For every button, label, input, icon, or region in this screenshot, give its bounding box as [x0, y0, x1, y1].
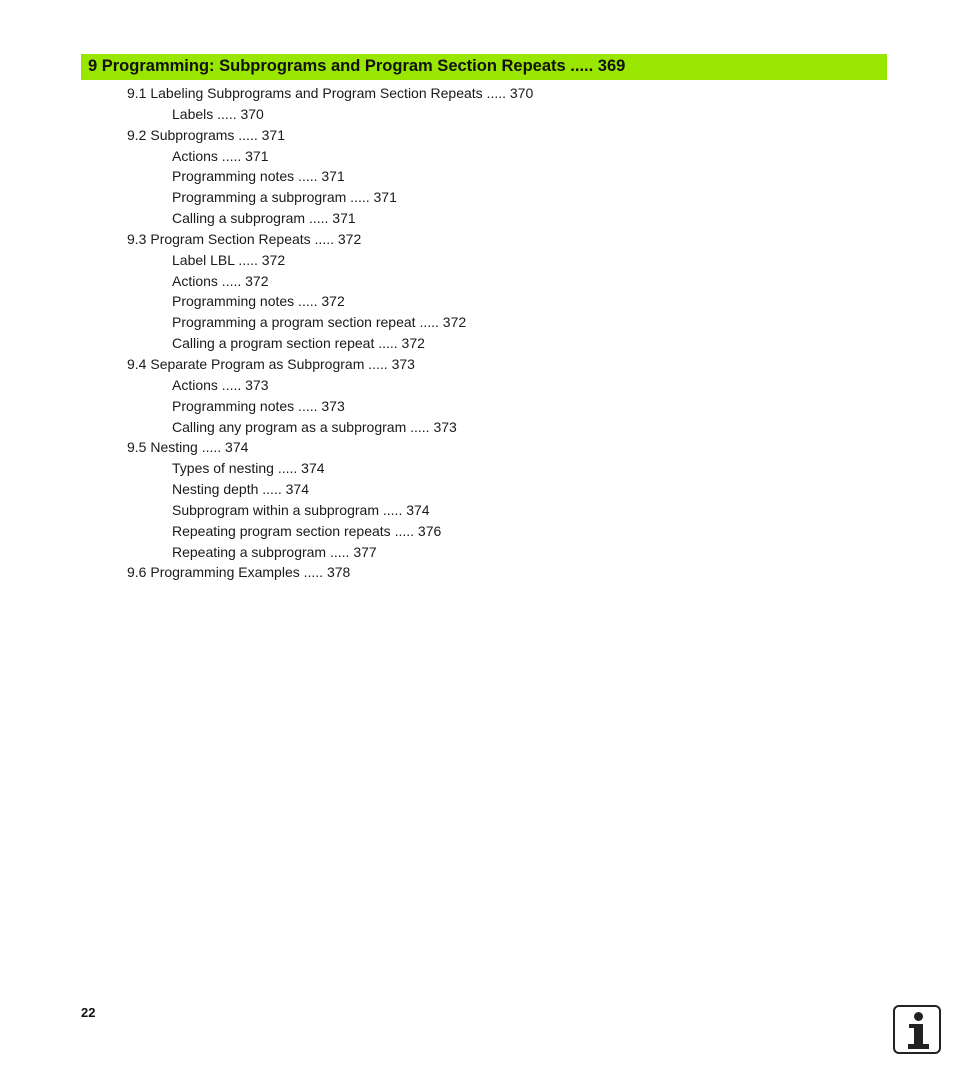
page-number: 22 — [81, 1005, 96, 1020]
toc-section-entry[interactable]: 9.1 Labeling Subprograms and Program Section Repeats ..... 370 — [127, 85, 534, 101]
toc-subsection-entry[interactable]: Types of nesting ..... 374 — [172, 460, 325, 477]
table-of-contents — [0, 83, 954, 583]
toc-section-entry[interactable]: 9.4 Separate Program as Subprogram ..... 373 — [127, 355, 415, 372]
toc-subsection-entry[interactable]: Nesting depth ..... 374 — [172, 481, 309, 498]
toc-section-entry[interactable]: 9.2 Subprograms ..... 371 — [127, 126, 285, 143]
toc-subsection-entry[interactable]: Repeating program section repeats ..... 376 — [172, 522, 442, 539]
toc-subsection-entry[interactable]: Actions ..... 372 — [172, 272, 269, 289]
toc-subsection-entry[interactable]: Subprogram within a subprogram ..... 374 — [172, 501, 430, 518]
toc-section-entry[interactable]: 9.6 Programming Examples ..... 378 — [127, 564, 351, 581]
toc-subsection-entry[interactable]: Repeating a subprogram ..... 377 — [172, 543, 377, 560]
info-icon — [893, 1005, 941, 1054]
toc-subsection-entry[interactable]: Calling a program section repeat ..... 372 — [172, 335, 425, 352]
toc-subsection-entry[interactable]: Label LBL ..... 372 — [172, 251, 286, 268]
toc-subsection-entry[interactable]: Programming a subprogram ..... 371 — [172, 189, 397, 206]
toc-subsection-entry[interactable]: Programming a program section repeat ..... 372 — [172, 314, 467, 331]
toc-section-entry[interactable]: 9.3 Program Section Repeats ..... 372 — [127, 230, 362, 247]
toc-subsection-entry[interactable]: Labels ..... 370 — [172, 105, 264, 122]
toc-subsection-entry[interactable]: Calling any program as a subprogram ..... 373 — [172, 418, 457, 435]
chapter-title[interactable]: 9 Programming: Subprograms and Program Section Repeats ..... 369 — [88, 57, 626, 75]
info-icon-serif-bottom — [908, 1044, 929, 1049]
toc-subsection-entry[interactable]: Actions ..... 371 — [172, 147, 269, 164]
info-icon-dot — [914, 1012, 923, 1021]
toc-subsection-entry[interactable]: Programming notes ..... 373 — [172, 397, 345, 414]
toc-subsection-entry[interactable]: Actions ..... 373 — [172, 376, 269, 393]
info-icon-stem — [914, 1024, 923, 1046]
toc-subsection-entry[interactable]: Calling a subprogram ..... 371 — [172, 210, 356, 227]
toc-subsection-entry[interactable]: Programming notes ..... 372 — [172, 293, 345, 310]
toc-section-entry[interactable]: 9.5 Nesting ..... 374 — [127, 439, 249, 456]
toc-subsection-entry[interactable]: Programming notes ..... 371 — [172, 168, 345, 185]
chapter-header — [81, 54, 887, 80]
